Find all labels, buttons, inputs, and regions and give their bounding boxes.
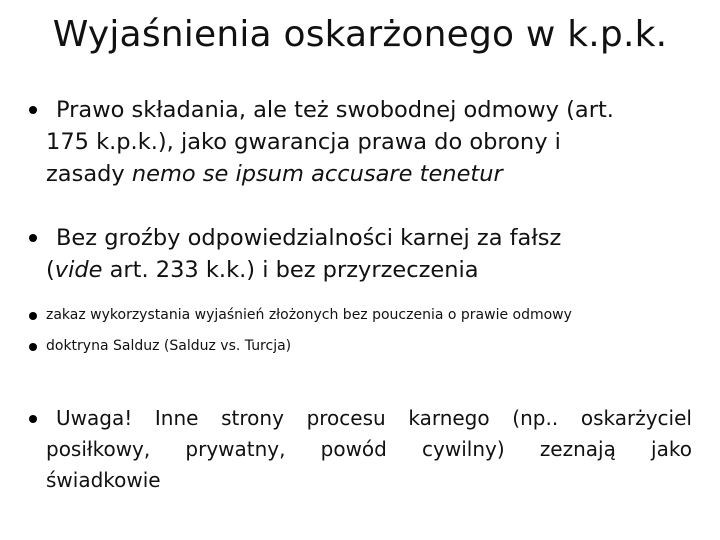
bullet-line: Bez groźby odpowiedzialności karnej za fałsz bbox=[56, 225, 562, 251]
bullet-icon bbox=[29, 312, 37, 320]
bullet-word: procesu bbox=[306, 406, 386, 430]
bullet-line bbox=[46, 158, 614, 190]
bullet-line-text: art. 233 k.k.) i bez przyrzeczenia bbox=[102, 257, 479, 283]
bullet-line-text: ( bbox=[46, 257, 55, 283]
bullet-text bbox=[46, 403, 692, 496]
bullet-text bbox=[46, 94, 614, 190]
bullet-text: zakaz wykorzystania wyjaśnień złożonych bez pouczenia o prawie odmowy bbox=[46, 307, 572, 323]
bullet-word: Inne bbox=[154, 406, 199, 430]
bullet-icon bbox=[29, 234, 37, 242]
bullet-word: strony bbox=[221, 406, 284, 430]
bullet-word: oskarżyciel bbox=[580, 406, 692, 430]
bullet-line-justified bbox=[46, 434, 692, 465]
bullet-text: doktryna Salduz (Salduz vs. Turcja) bbox=[46, 338, 292, 354]
bullet-line: Prawo składania, ale też swobodnej odmowy (art. bbox=[56, 97, 614, 123]
bullet-line-text: 175 k.p.k.), jako gwarancja prawa do obrony i bbox=[46, 129, 561, 155]
bullet-line bbox=[46, 126, 614, 158]
latin-phrase: nemo se ipsum accusare tenetur bbox=[131, 161, 503, 187]
bullet-line-justified bbox=[46, 403, 692, 434]
bullet-icon bbox=[29, 106, 37, 114]
bullet-word: Uwaga! bbox=[56, 406, 133, 430]
bullet-word: posiłkowy, bbox=[46, 437, 151, 461]
bullet-word: (np.. bbox=[512, 406, 559, 430]
latin-word: vide bbox=[54, 257, 103, 283]
bullet-text bbox=[46, 222, 561, 286]
bullet-line bbox=[46, 254, 561, 286]
bullet-line-text: zasady bbox=[46, 161, 132, 187]
bullet-word: powód bbox=[320, 437, 387, 461]
bullet-word: prywatny, bbox=[185, 437, 286, 461]
bullet-word: jako bbox=[651, 437, 692, 461]
bullet-line: świadkowie bbox=[46, 468, 161, 492]
bullet-icon bbox=[29, 415, 37, 423]
bullet-word: zeznają bbox=[539, 437, 616, 461]
bullet-word: cywilny) bbox=[422, 437, 505, 461]
bullet-icon bbox=[29, 343, 37, 351]
bullet-word: karnego bbox=[408, 406, 490, 430]
slide-title: Wyjaśnienia oskarżonego w k.p.k. bbox=[52, 14, 668, 55]
